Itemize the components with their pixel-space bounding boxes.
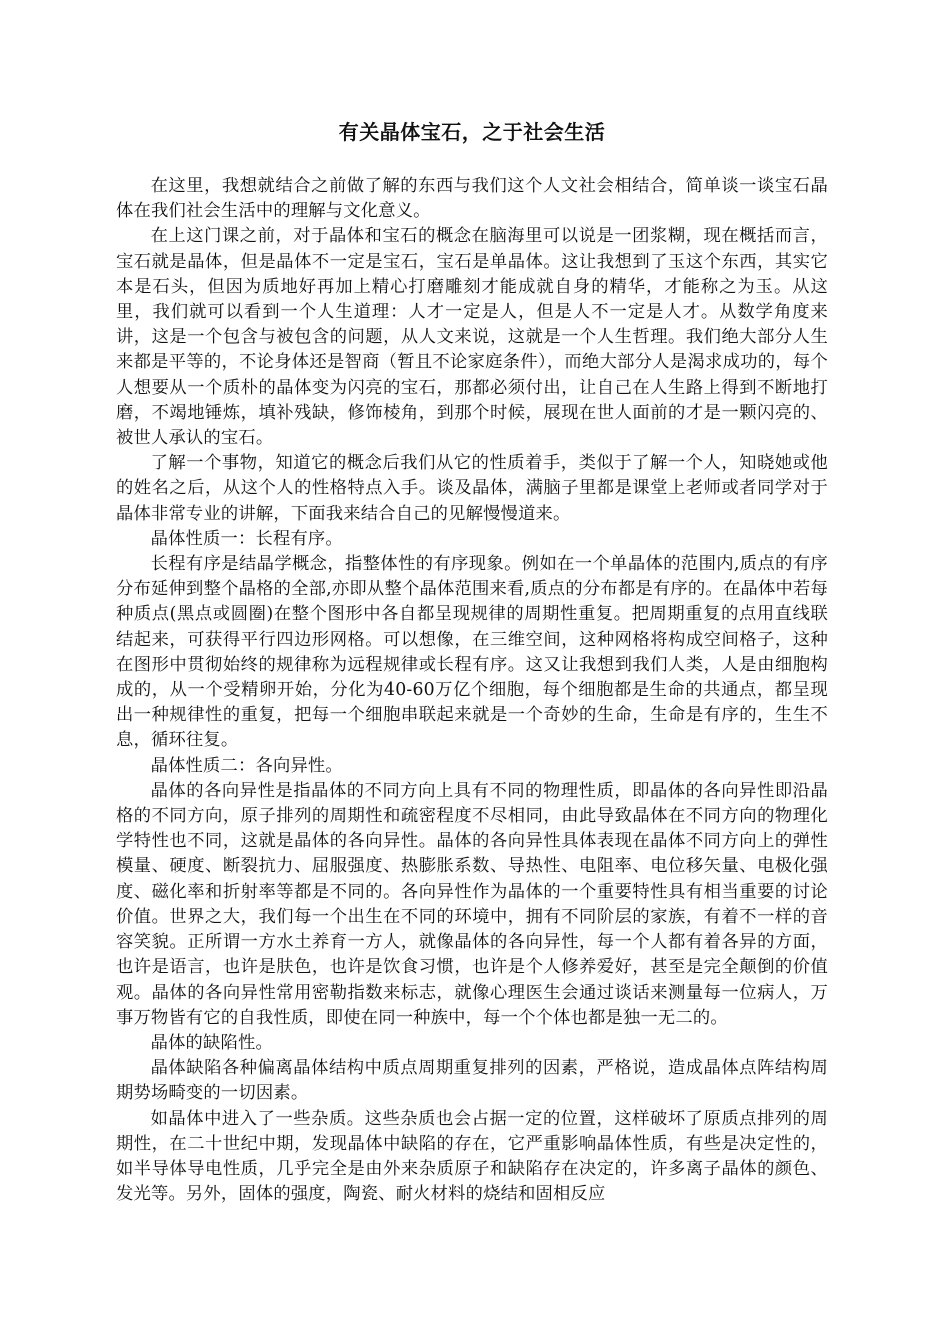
paragraph-defects-impurities: 如晶体中进入了一些杂质。这些杂质也会占据一定的位置，这样破坏了原质点排列的周期性，在二十世纪中期，发现晶体中缺陷的存在，它严重影响晶体性质，有些是决定性的，如半导体导电性质，几乎完全是由外来杂质原子和缺陷存在决定的，许多离子晶体的颜色、发光等。另外，固体的强度，陶瓷、耐火材料的烧结和固相反应 [116, 1108, 828, 1205]
paragraph-long-range-order: 长程有序是结晶学概念，指整体性的有序现象。例如在一个单晶体的范围内,质点的有序分布延伸到整个晶格的全部,亦即从整个晶体范围来看,质点的分布都是有序的。在晶体中若每种质点(黑点或圆圈)在整个图形中各自都呈现规律的周期性重复。把周期重复的点用直线联结起来，可获得平行四边形网格。可以想像，在三维空间，这种网格将构成空间格子，这种在图形中贯彻始终的规律称为远程规律或长程有序。这又让我想到我们人类，人是由细胞构成的，从一个受精卵开始，分化为40-60万亿个细胞，每个细胞都是生命的共通点，都呈现出一种规律性的重复，把每一个细胞串联起来就是一个奇妙的生命，生命是有序的，生生不息，循环往复。 [116, 554, 828, 751]
section-heading-anisotropy: 晶体性质二：各向异性。 [150, 755, 343, 776]
paragraph-gem-definition: 在上这门课之前，对于晶体和宝石的概念在脑海里可以说是一团浆糊，现在概括而言，宝石就是晶体，但是晶体不一定是宝石，宝石是单晶体。这让我想到了玉这个东西，其实它本是石头，但因为质地好再加上精心打磨雕刻才能成就自身的精华，才能称之为玉。从这里，我们就可以看到一个人生道理：人才一定是人，但是人不一定是人才。从数学角度来讲，这是一个包含与被包含的问题，从人文来说，这就是一个人生哲理。我们绝大部分人生来都是平等的，不论身体还是智商（暂且不论家庭条件），而绝大部分人是渴求成功的，每个人想要从一个质朴的晶体变为闪亮的宝石，那都必须付出，让自己在人生路上得到不断地打磨，不竭地锤炼，填补残缺，修饰棱角，到那个时候，展现在世人面前的才是一颗闪亮的、被世人承认的宝石。 [116, 226, 828, 449]
document-page [116, 118, 828, 1207]
paragraph-properties-intro: 了解一个事物，知道它的概念后我们从它的性质着手，类似于了解一个人，知晓她或他的姓名之后，从这个人的性格特点入手。谈及晶体，满脑子里都是课堂上老师或者同学对于晶体非常专业的讲解，下面我来结合自己的见解慢慢道来。 [116, 453, 828, 524]
paragraph-anisotropy: 晶体的各向异性是指晶体的不同方向上具有不同的物理性质，即晶体的各向异性即沿晶格的不同方向，原子排列的周期性和疏密程度不尽相同，由此导致晶体在不同方向的物理化学特性也不同，这就是晶体的各向异性。晶体的各向异性具体表现在晶体不同方向上的弹性模量、硬度、断裂抗力、屈服强度、热膨胀系数、导热性、电阻率、电位移矢量、电极化强度、磁化率和折射率等都是不同的。各向异性作为晶体的一个重要特性具有相当重要的讨论价值。世界之大，我们每一个出生在不同的环境中，拥有不同阶层的家族，有着不一样的音容笑貌。正所谓一方水土养育一方人，就像晶体的各向异性，每一个人都有着各异的方面，也许是语言，也许是肤色，也许是饮食习惯，也许是个人修养爱好，甚至是完全颠倒的价值观。晶体的各向异性常用密勒指数来标志，就像心理医生会通过谈话来测量每一位病人，万事万物皆有它的自我性质，即使在同一种族中，每一个个体也都是独一无二的。 [116, 780, 828, 1028]
section-heading-defects: 晶体的缺陷性。 [150, 1032, 273, 1053]
document-title: 有关晶体宝石，之于社会生活 [338, 120, 606, 144]
paragraph-defects-definition: 晶体缺陷各种偏离晶体结构中质点周期重复排列的因素，严格说，造成晶体点阵结构周期势场畸变的一切因素。 [116, 1058, 828, 1104]
section-heading-long-range-order: 晶体性质一：长程有序。 [150, 528, 343, 549]
paragraph-intro: 在这里，我想就结合之前做了解的东西与我们这个人文社会相结合，简单谈一谈宝石晶体在我们社会生活中的理解与文化意义。 [116, 176, 828, 222]
